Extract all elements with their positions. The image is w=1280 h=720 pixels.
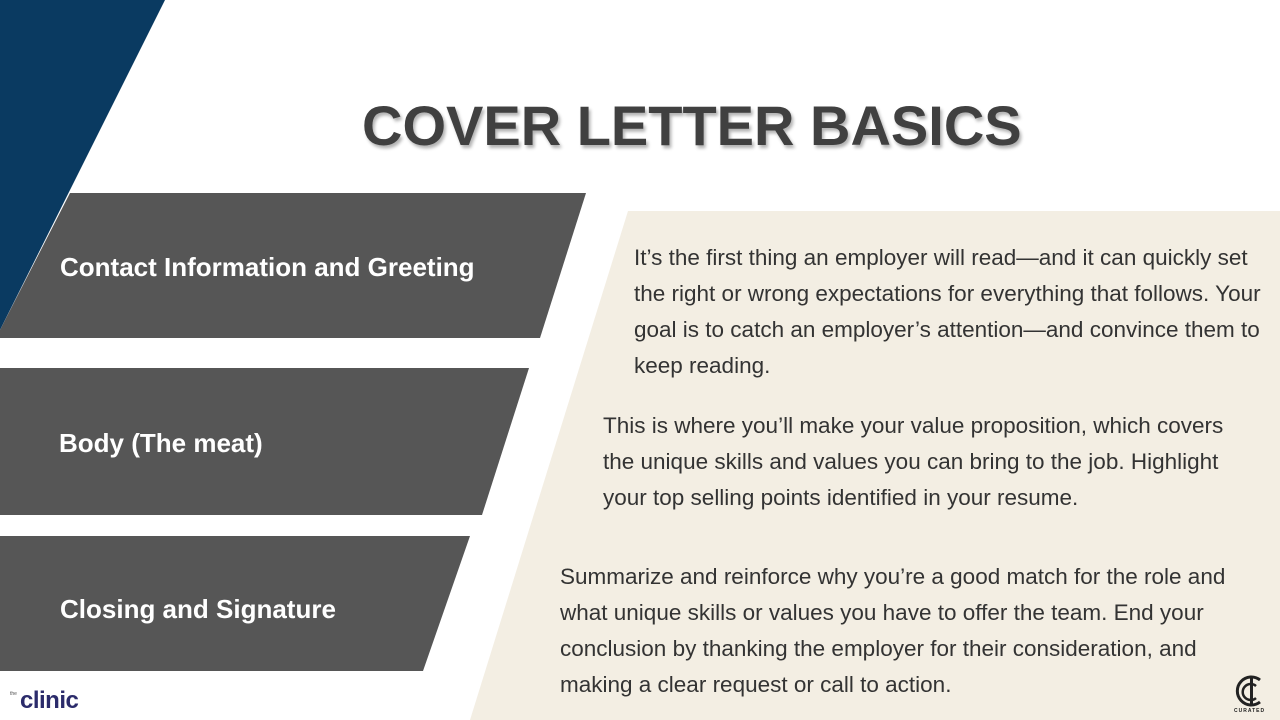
section-label-closing: Closing and Signature [60, 594, 336, 624]
clinic-logo-prefix: the [10, 691, 17, 697]
section-label-body: Body (The meat) [59, 428, 263, 458]
section-description-closing: Summarize and reinforce why you’re a good match for the role and what unique skills or values you have to offer the team. End your conclusion by thanking the employer for their consideration, and making a clear request or call to action. [560, 564, 1226, 697]
section-description-contact: It’s the first thing an employer will read—and it can quickly set the right or wrong expectations for everything that follows. Your goal is to catch an employer’s attention—and convince them to keep reading. [634, 245, 1261, 378]
section-label-contact: Contact Information and Greeting [60, 252, 475, 282]
curated-logo-word: CURATED [1234, 708, 1266, 714]
page-title: COVER LETTER BASICS [362, 94, 1022, 157]
clinic-logo-word: clinic [20, 687, 79, 714]
section-description-body: This is where you’ll make your value proposition, which covers the unique skills and values you can bring to the job. Highlight your top selling points identified in your resume. [603, 413, 1224, 510]
